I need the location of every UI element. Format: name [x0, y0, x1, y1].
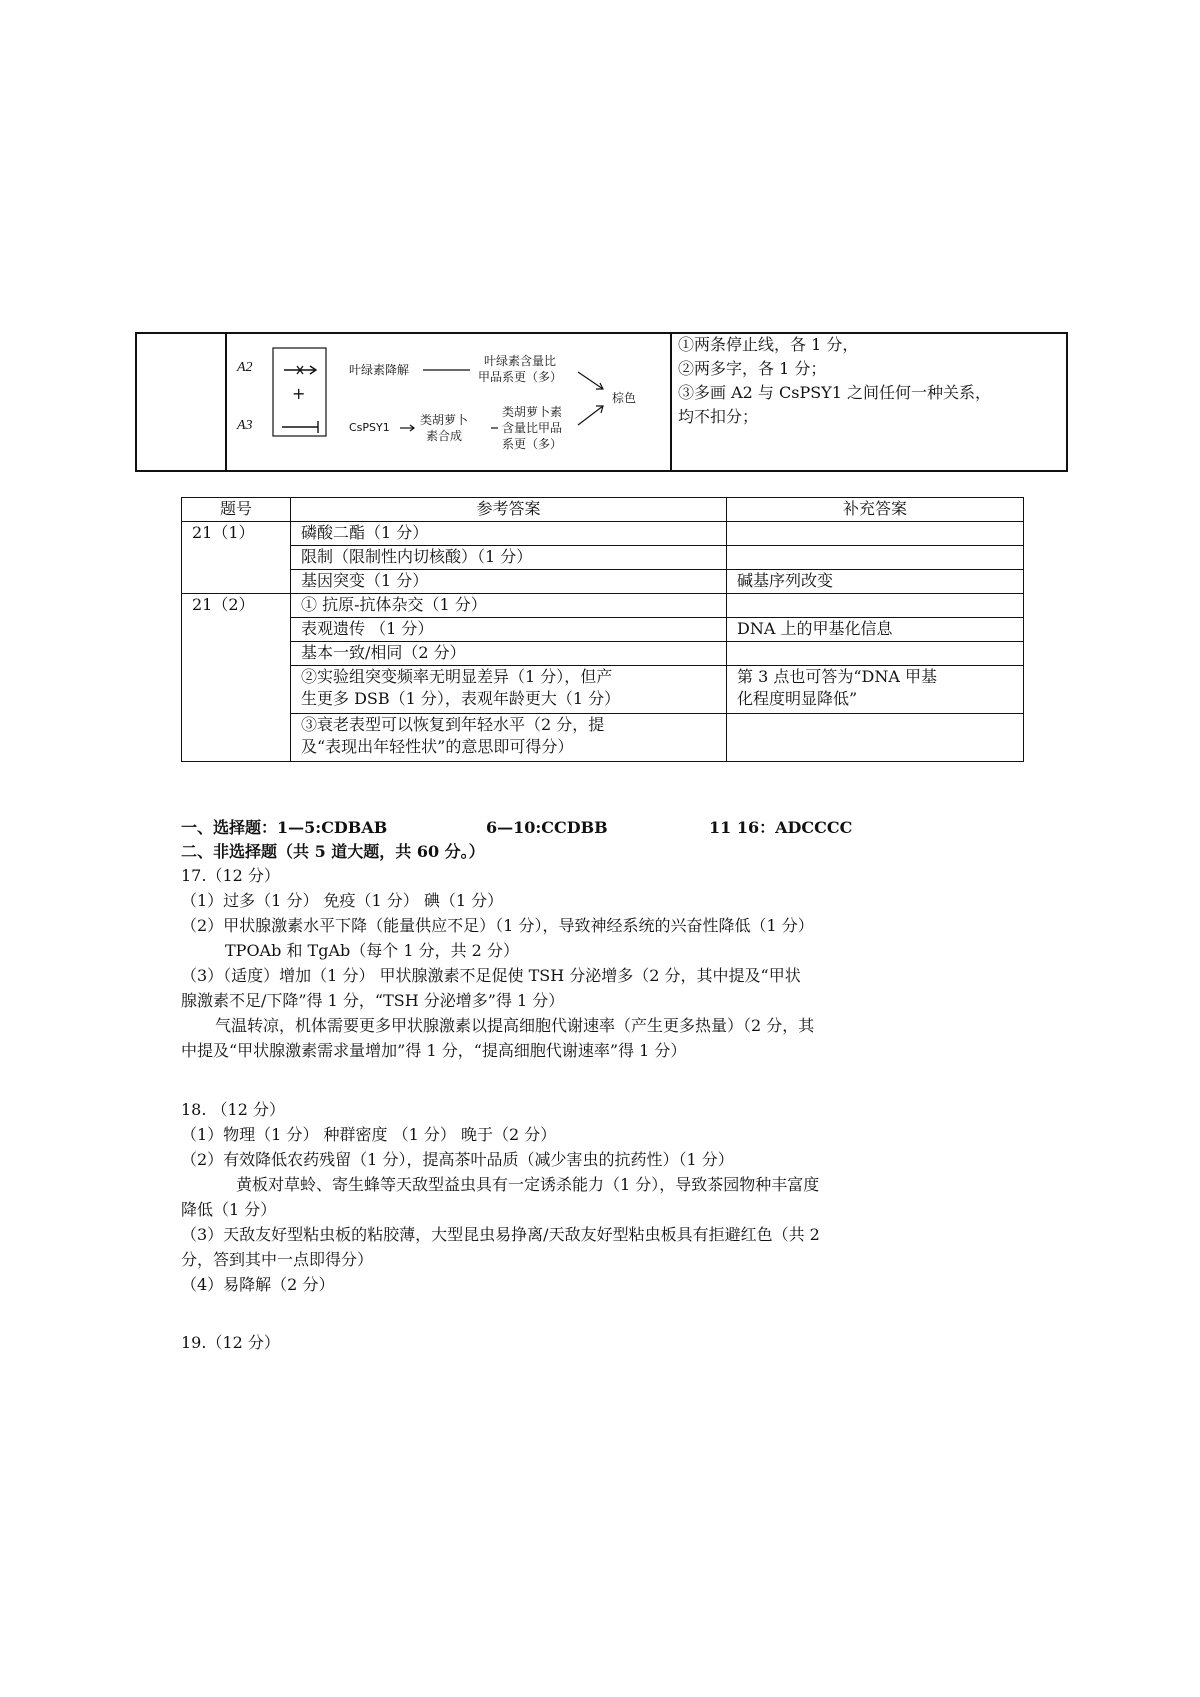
- q17-part3-paragraph: 气温转凉，机体需要更多甲状腺激素以提高细胞代谢速率（产生更多热量）（2 分，其: [215, 1016, 815, 1035]
- question-number: 21（1）: [182, 522, 291, 594]
- reference-answer: 基本一致/相同（2 分）: [291, 642, 727, 666]
- chl-content-line-2: 甲品系更（多）: [478, 370, 563, 384]
- q17-part3-continued: 腺激素不足/下降”得 1 分，“TSH 分泌增多”得 1 分）: [181, 991, 565, 1010]
- supplementary-answer: [727, 594, 1024, 618]
- table-row: [182, 714, 1024, 762]
- table-row: [182, 642, 1024, 666]
- car-content-label: [502, 404, 562, 452]
- table-row: [182, 570, 1024, 594]
- supplementary-answer-line-2: 化程度明显降低”: [737, 689, 858, 708]
- supplementary-answer: [727, 666, 1024, 714]
- reference-answer: 基因突变（1 分）: [291, 570, 727, 594]
- supplementary-answer-line-1: 第 3 点也可答为“DNA 甲基: [737, 667, 938, 686]
- table-row: [182, 522, 1024, 546]
- car-content-line-2: 含量比甲品: [502, 421, 563, 435]
- choice-answers-1-5: 1—5:CDBAB: [277, 818, 388, 837]
- answer-table: [181, 497, 1024, 762]
- reference-answer: [291, 714, 727, 762]
- reference-answer: ① 抗原-抗体杂交（1 分）: [291, 594, 727, 618]
- gene-label-a2: A2: [237, 360, 253, 375]
- q17-part2: （2）甲状腺激素水平下降（能量供应不足）（1 分），导致神经系统的兴奋性降低（1 分）: [181, 916, 814, 935]
- car-content-line-3: 系更（多）: [502, 437, 563, 451]
- q17-title: 17.（12 分）: [181, 866, 280, 885]
- cspsy1-label: CsPSY1: [349, 421, 390, 434]
- supplementary-answer: [727, 546, 1024, 570]
- q17-part1: （1）过多（1 分） 免疫（1 分） 碘（1 分）: [181, 891, 504, 910]
- nonchoice-section-title: 二、非选择题（共 5 道大题，共 60 分。）: [181, 842, 485, 861]
- car-synth-line-1: 类胡萝卜: [420, 413, 469, 427]
- header-reference-answer: 参考答案: [291, 498, 727, 522]
- diagram-note-4: 均不扣分；: [678, 407, 759, 426]
- arrow-to-brown-lower: [578, 406, 603, 425]
- reference-answer: [291, 666, 727, 714]
- q18-part2: （2）有效降低农药残留（1 分），提高茶叶品质（减少害虫的抗药性）（1 分）: [181, 1150, 734, 1169]
- supplementary-answer: [727, 714, 1024, 762]
- choice-answers-11-16: 11 16：ADCCCC: [709, 818, 853, 837]
- reference-answer-line-1: ③衰老表型可以恢复到年轻水平（2 分，提: [301, 715, 605, 734]
- reference-answer-line-2: 及“表现出年轻性状”的意思即可得分）: [301, 737, 574, 756]
- q17-part3: （3）（适度）增加（1 分） 甲状腺激素不足促使 TSH 分泌增多（2 分，其中提及“甲状: [181, 966, 801, 985]
- header-question-number: 题号: [182, 498, 291, 522]
- table-row: [182, 594, 1024, 618]
- brown-color-label: 棕色: [612, 391, 637, 405]
- diagram-note-1: ①两条停止线，各 1 分，: [678, 335, 859, 354]
- supplementary-answer: [727, 642, 1024, 666]
- table-row: [182, 618, 1024, 642]
- car-content-line-1: 类胡萝卜素: [502, 405, 563, 419]
- reference-answer-line-1: ②实验组突变频率无明显差异（1 分），但产: [301, 667, 613, 686]
- supplementary-answer: 碱基序列改变: [727, 570, 1024, 594]
- regulation-diagram: [0, 0, 1200, 500]
- q17-part2-continued: TPOAb 和 TgAb（每个 1 分，共 2 分）: [225, 941, 519, 960]
- chl-content-label: [478, 353, 562, 385]
- gene-label-a3: A3: [237, 418, 253, 433]
- choice-answers-line: [181, 816, 853, 840]
- choice-answers-6-10: 6—10:CCDBB: [486, 818, 608, 837]
- q18-title: 18. （12 分）: [181, 1100, 285, 1119]
- table-row: [182, 666, 1024, 714]
- car-synth-label: [420, 412, 468, 444]
- question-number: 21（2）: [182, 594, 291, 762]
- car-synth-line-2: 素合成: [426, 429, 463, 443]
- diagram-note-3: ③多画 A2 与 CsPSY1 之间任何一种关系，: [678, 383, 992, 402]
- arrow-to-brown-upper: [578, 372, 603, 389]
- chl-content-line-1: 叶绿素含量比: [484, 354, 557, 368]
- reference-answer: 限制（限制性内切核酸）（1 分）: [291, 546, 727, 570]
- reference-answer: 表观遗传 （1 分）: [291, 618, 727, 642]
- header-supplementary-answer: 补充答案: [727, 498, 1024, 522]
- supplementary-answer: DNA 上的甲基化信息: [727, 618, 1024, 642]
- q18-part4: （4）易降解（2 分）: [181, 1275, 335, 1294]
- choice-section-label: 一、选择题：: [181, 818, 278, 837]
- reference-answer-line-2: 生更多 DSB（1 分），表观年龄更大（1 分）: [301, 689, 621, 708]
- reference-answer: 磷酸二酯（1 分）: [291, 522, 727, 546]
- q18-part1: （1）物理（1 分） 种群密度 （1 分） 晚于（2 分）: [181, 1125, 557, 1144]
- q18-part3: （3）天敌友好型粘虫板的粘胶薄，大型昆虫易挣离/天敌友好型粘虫板具有拒避红色（共 2: [181, 1225, 820, 1244]
- chl-degrade-label: 叶绿素降解: [349, 363, 410, 377]
- table-header-row: [182, 498, 1024, 522]
- q18-part2-paragraph: 黄板对草蛉、寄生蜂等天敌型益虫具有一定诱杀能力（1 分），导致茶园物种丰富度: [236, 1175, 820, 1194]
- supplementary-answer: [727, 522, 1024, 546]
- q17-part3-paragraph-continued: 中提及“甲状腺激素需求量增加”得 1 分，“提高细胞代谢速率”得 1 分）: [181, 1041, 687, 1060]
- table-row: [182, 546, 1024, 570]
- q18-part3-continued: 分，答到其中一点即得分）: [181, 1250, 374, 1269]
- q18-part2-paragraph-continued: 降低（1 分）: [181, 1200, 277, 1219]
- q19-title: 19.（12 分）: [181, 1333, 280, 1352]
- plus-sign: +: [292, 384, 306, 403]
- diagram-note-2: ②两多字，各 1 分；: [678, 359, 827, 378]
